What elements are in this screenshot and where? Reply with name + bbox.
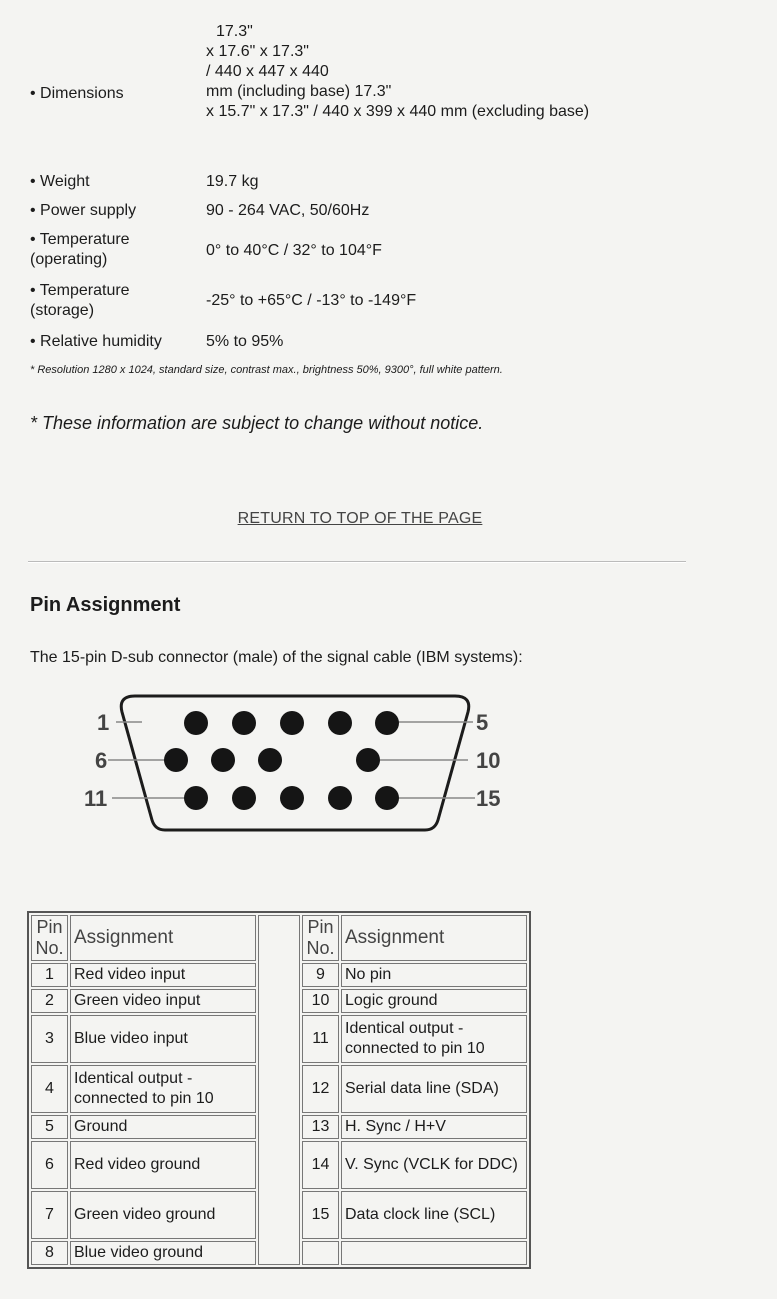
assignment-cell: Green video ground bbox=[70, 1191, 256, 1239]
pin-no-cell: 15 bbox=[302, 1191, 339, 1239]
pin-dot bbox=[258, 748, 282, 772]
assignment-cell: Green video input bbox=[70, 989, 256, 1013]
pin-dot bbox=[356, 748, 380, 772]
pin-no-cell: 9 bbox=[302, 963, 339, 987]
label-line: • Temperature bbox=[30, 282, 130, 299]
pin-dot bbox=[164, 748, 188, 772]
pin-no-cell: 4 bbox=[31, 1065, 68, 1113]
assignment-cell: Logic ground bbox=[341, 989, 527, 1013]
spec-label-weight: • Weight bbox=[30, 173, 90, 190]
pin-no-cell: 11 bbox=[302, 1015, 339, 1063]
spec-value-humidity: 5% to 95% bbox=[206, 333, 284, 350]
pin-label-11: 11 bbox=[84, 786, 108, 811]
empty-cell bbox=[341, 1241, 527, 1265]
table-spacer bbox=[258, 915, 300, 1265]
return-to-top-link[interactable]: RETURN TO TOP OF THE PAGE bbox=[237, 510, 483, 527]
notice-text: * These information are subject to change without notice. bbox=[30, 413, 484, 433]
pin-dot bbox=[184, 711, 208, 735]
pin-no-cell: 13 bbox=[302, 1115, 339, 1139]
spec-label-power: • Power supply bbox=[30, 202, 137, 219]
assignment-cell: No pin bbox=[341, 963, 527, 987]
spec-label-temp-storage bbox=[30, 281, 130, 321]
pin-dot bbox=[280, 711, 304, 735]
spec-value-temp-operating: 0° to 40°C / 32° to 104°F bbox=[206, 242, 382, 259]
assignment-cell: Serial data line (SDA) bbox=[341, 1065, 527, 1113]
header-line: No. bbox=[35, 938, 64, 958]
pin-label-5: 5 bbox=[476, 710, 489, 735]
divider bbox=[28, 561, 686, 563]
pin-no-cell: 3 bbox=[31, 1015, 68, 1063]
section-title: Pin Assignment bbox=[30, 594, 181, 616]
pin-dot bbox=[328, 711, 352, 735]
assignment-cell: H. Sync / H+V bbox=[341, 1115, 527, 1139]
assignment-cell: Data clock line (SCL) bbox=[341, 1191, 527, 1239]
assignment-cell: V. Sync (VCLK for DDC) bbox=[341, 1141, 527, 1189]
spec-value-weight: 19.7 kg bbox=[206, 173, 259, 190]
header-pin-no bbox=[302, 915, 339, 961]
pin-no-cell: 10 bbox=[302, 989, 339, 1013]
pin-no-cell: 7 bbox=[31, 1191, 68, 1239]
header-line: No. bbox=[306, 938, 335, 958]
assignment-cell: Ground bbox=[70, 1115, 256, 1139]
pin-dot bbox=[375, 711, 399, 735]
dsub-connector-diagram bbox=[80, 680, 540, 840]
pin-dot bbox=[232, 711, 256, 735]
dimensions-line: / 440 x 447 x 440 bbox=[206, 63, 329, 80]
label-line: • Temperature bbox=[30, 231, 130, 248]
pin-label-1: 1 bbox=[97, 710, 110, 735]
pin-no-cell: 1 bbox=[31, 963, 68, 987]
pin-assignment-table bbox=[27, 911, 531, 1269]
pin-dot bbox=[375, 786, 399, 810]
pin-dot bbox=[328, 786, 352, 810]
section-intro: The 15-pin D-sub connector (male) of the signal cable (IBM systems): bbox=[30, 649, 523, 666]
assignment-cell: Red video ground bbox=[70, 1141, 256, 1189]
pin-no-cell: 2 bbox=[31, 989, 68, 1013]
assignment-cell: Blue video ground bbox=[70, 1241, 256, 1265]
table-header-row bbox=[31, 915, 527, 961]
label-line: (storage) bbox=[30, 302, 95, 319]
pin-label-15: 15 bbox=[476, 786, 501, 811]
pin-no-cell: 5 bbox=[31, 1115, 68, 1139]
pin-label-10: 10 bbox=[476, 748, 501, 773]
assignment-cell: Identical output - connected to pin 10 bbox=[70, 1065, 256, 1113]
spec-value-dimensions bbox=[206, 22, 589, 122]
header-assignment: Assignment bbox=[70, 915, 256, 961]
pin-dot bbox=[280, 786, 304, 810]
pin-no-cell: 14 bbox=[302, 1141, 339, 1189]
pin-no-cell: 12 bbox=[302, 1065, 339, 1113]
pin-dot bbox=[232, 786, 256, 810]
spec-label-temp-operating bbox=[30, 230, 130, 270]
spec-value-temp-storage: -25° to +65°C / -13° to -149°F bbox=[206, 292, 417, 309]
label-line: (operating) bbox=[30, 251, 108, 268]
pin-no-cell: 8 bbox=[31, 1241, 68, 1265]
spec-value-power: 90 - 264 VAC, 50/60Hz bbox=[206, 202, 370, 219]
assignment-cell: Blue video input bbox=[70, 1015, 256, 1063]
header-assignment: Assignment bbox=[341, 915, 527, 961]
footnote: * Resolution 1280 x 1024, standard size, contrast max., brightness 50%, 9300°, full white pattern. bbox=[30, 364, 503, 376]
dimensions-line: x 15.7" x 17.3" / 440 x 399 x 440 mm (excluding base) bbox=[206, 103, 590, 120]
spec-label-humidity: • Relative humidity bbox=[30, 333, 162, 350]
pin-dot bbox=[184, 786, 208, 810]
dimensions-line: x 17.6" x 17.3" bbox=[206, 43, 309, 60]
pin-no-cell: 6 bbox=[31, 1141, 68, 1189]
pin-label-6: 6 bbox=[95, 748, 108, 773]
header-line: Pin bbox=[36, 917, 63, 937]
pin-dot bbox=[211, 748, 235, 772]
dimensions-line: mm (including base) 17.3" bbox=[206, 83, 392, 100]
assignment-cell: Identical output - connected to pin 10 bbox=[341, 1015, 527, 1063]
header-pin-no bbox=[31, 915, 68, 961]
empty-cell bbox=[302, 1241, 339, 1265]
assignment-cell: Red video input bbox=[70, 963, 256, 987]
dimensions-line: 17.3" bbox=[216, 23, 253, 40]
header-line: Pin bbox=[307, 917, 334, 937]
spec-label-dimensions: • Dimensions bbox=[30, 85, 124, 102]
